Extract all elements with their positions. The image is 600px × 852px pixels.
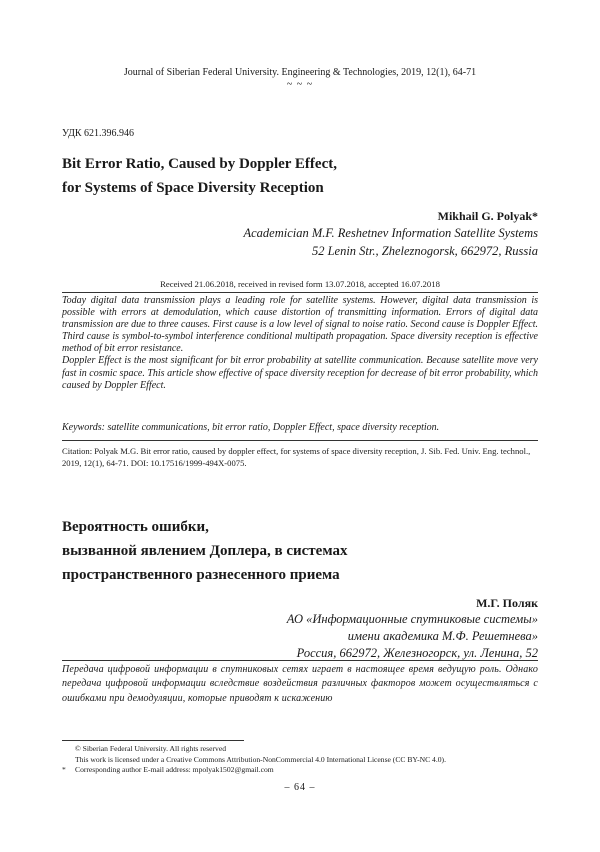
russian-abstract-top-rule [62,660,538,661]
footnote-rule [62,740,244,741]
english-abstract [62,295,538,392]
russian-abstract-paragraph: Передача цифровой информации в спутниковых сетях играет в настоящее время ведущую роль. Однако передача цифровой информации вследствие воздействия различных факторов может осуществляться с ошибками при демодуляции, которые приводят к искажению [62,664,538,704]
abstract-top-rule [62,292,538,293]
russian-author: М.Г. Поляк [476,596,538,610]
keywords: Keywords: satellite communications, bit error ratio, Doppler Effect, space diversity reception. [62,422,440,433]
russian-title-line-3: пространственного разнесенного приема [62,567,340,583]
english-affiliation-line-2: 52 Lenin Str., Zheleznogorsk, 662972, Russia [311,244,538,258]
copyright-footnote [62,744,538,755]
russian-affiliation-line-1: АО «Информационные спутниковые системы» [286,612,538,626]
corresponding-text: Corresponding author E-mail address: mpolyak1502@gmail.com [75,765,274,774]
corresponding-author-footnote [62,765,538,776]
corresponding-mark: * [62,765,66,774]
udk-code: УДК 621.396.946 [62,128,135,139]
license-footnote [62,755,538,766]
english-title [62,152,538,200]
english-title-line-2: for Systems of Space Diversity Reception [62,180,324,196]
russian-title-line-1: Вероятность ошибки, [62,519,209,535]
abstract-paragraph-1: Today digital data transmission plays a leading role for satellite systems. However, digital data transmission is possible with errors at demodulation, which cause distortion of transmitting information. Errors of digital data transmission are due to three causes. First cause is a low level of signal to noise ratio. Second cause is Doppler Effect. Third cause is symbol-to-symbol interference conditional multipath propagation. Space diversity reception is effective method of bit error resistance. [62,295,538,355]
russian-abstract [62,663,538,706]
english-affiliation-line-1: Academician M.F. Reshetnev Information Satellite Systems [243,226,538,240]
journal-header: Journal of Siberian Federal University. Engineering & Technologies, 2019, 12(1), 64-71 [123,67,477,78]
keywords-bottom-rule [62,440,538,441]
russian-affiliation-line-2: имени академика М.Ф. Решетнева» [347,629,538,643]
abstract-paragraph-2: Doppler Effect is the most significant for bit error probability at satellite communication. Because satellite move very fast in cosmic space. This article show effective of space diversity reception for decrease of bit error probability, which caused by Doppler Effect. [62,355,538,391]
russian-affiliation-line-3: Россия, 662972, Железногорск, ул. Ленина, 52 [296,646,538,660]
copyright-text: © Siberian Federal University. All rights reserved [75,744,226,753]
header-separator: ~ ~ ~ [286,79,314,90]
russian-title [62,515,538,587]
footnotes [62,744,538,776]
citation: Citation: Polyak M.G. Bit error ratio, caused by doppler effect, for systems of space diversity reception, J. Sib. Fed. Univ. Eng. technol., 2019, 12(1), 64-71. DOI: 10.17516/1999-494X-0075. [62,446,531,468]
english-title-line-1: Bit Error Ratio, Caused by Doppler Effect, [62,156,337,172]
license-text: This work is licensed under a Creative Commons Attribution-NonCommercial 4.0 International License (CC BY-NC 4.0). [75,754,446,764]
page-number: – 64 – [284,782,316,793]
russian-title-line-2: вызванной явлением Доплера, в системах [62,543,348,559]
english-author: Mikhail G. Polyak* [437,209,538,223]
received-dates: Received 21.06.2018, received in revised form 13.07.2018, accepted 16.07.2018 [160,279,440,289]
